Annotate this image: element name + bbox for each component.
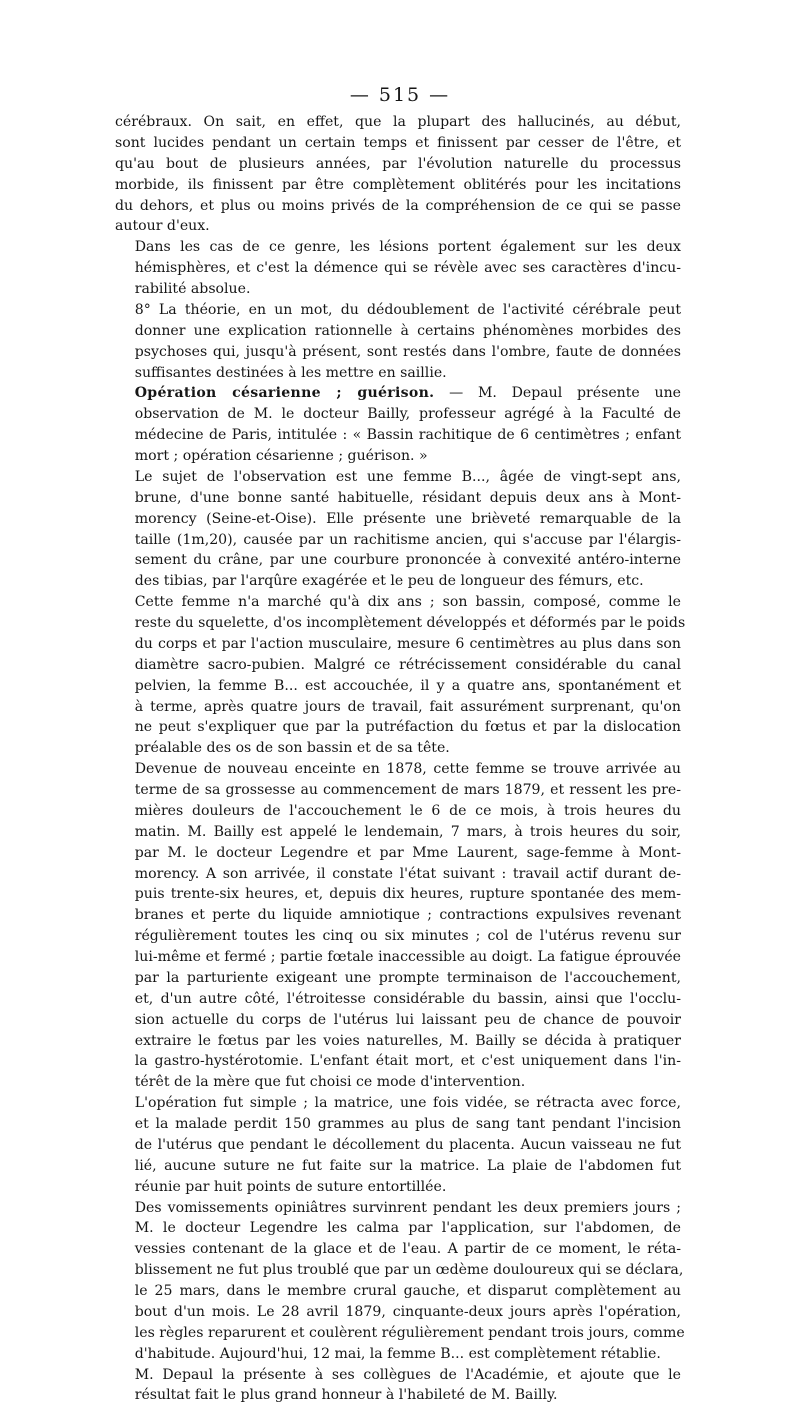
text-line: les règles reparurent et coulèrent régulièrement pendant trois jours, comme [115,1323,681,1344]
paragraph [115,1198,681,1365]
text-line: hémisphères, et c'est la démence qui se révèle avec ses caractères d'incu- [115,258,681,279]
text-line: morbide, ils finissent par être complètement oblitérés pour les incitations [115,175,681,196]
text-line: sont lucides pendant un certain temps et finissent par cesser de l'être, et [115,133,681,154]
paragraph [115,300,681,384]
text-line: morency. A son arrivée, il constate l'état suivant : travail actif durant de- [115,864,681,885]
text-line: L'opération fut simple ; la matrice, une fois vidée, se rétracta avec force, [115,1093,681,1114]
text-line: rabilité absolue. [115,279,681,300]
text-line: cérébraux. On sait, en effet, que la plupart des hallucinés, au début, [115,112,681,133]
text-line: pelvien, la femme B... est accouchée, il y a quatre ans, spontanément et [115,676,681,697]
text-line: térêt de la mère que fut choisi ce mode d'intervention. [115,1072,681,1093]
text-line: matin. M. Bailly est appelé le lendemain, 7 mars, à trois heures du soir, [115,822,681,843]
section-title: Opération césarienne ; guérison. [135,385,435,401]
text-line: des tibias, par l'arqûre exagérée et le peu de longueur des fémurs, etc. [115,571,681,592]
section-heading-line [115,383,681,404]
text-line: puis trente-six heures, et, depuis dix heures, rupture spontanée des mem- [115,884,681,905]
text-line: qu'au bout de plusieurs années, par l'évolution naturelle du processus [115,154,681,175]
text-line: terme de sa grossesse au commencement de mars 1879, et ressent les pre- [115,780,681,801]
text-line: et, d'un autre côté, l'étroitesse considérable du bassin, ainsi que l'occlu- [115,989,681,1010]
paragraph [115,383,681,467]
text-line: Le sujet de l'observation est une femme B..., âgée de vingt-sept ans, [115,467,681,488]
paragraph [115,112,681,237]
text-line: de l'utérus que pendant le décollement du placenta. Aucun vaisseau ne fut [115,1135,681,1156]
text-line: vessies contenant de la glace et de l'eau. A partir de ce moment, le réta- [115,1239,681,1260]
body-text [115,112,681,1406]
text-line: diamètre sacro-pubien. Malgré ce rétrécissement considérable du canal [115,655,681,676]
text-line: M. Depaul la présente à ses collègues de l'Académie, et ajoute que le [115,1365,681,1386]
paragraph [115,592,681,759]
text-line: Devenue de nouveau enceinte en 1878, cette femme se trouve arrivée au [115,759,681,780]
paragraph [115,759,681,1093]
text-line: régulièrement toutes les cinq ou six minutes ; col de l'utérus revenu sur [115,926,681,947]
text-line: lié, aucune suture ne fut faite sur la matrice. La plaie de l'abdomen fut [115,1156,681,1177]
text-line: morency (Seine-et-Oise). Elle présente une brièveté remarquable de la [115,509,681,530]
text-line: suffisantes destinées à les mettre en saillie. [115,363,681,384]
paragraph [115,237,681,300]
text-line: le 25 mars, dans le membre crural gauche, et disparut complètement au [115,1281,681,1302]
text-line: branes et perte du liquide amniotique ; contractions expulsives revenant [115,905,681,926]
text-line: par M. le docteur Legendre et par Mme Laurent, sage-femme à Mont- [115,843,681,864]
paragraph [115,1093,681,1197]
text-line: autour d'eux. [115,216,681,237]
page-number-header: — 515 — [0,84,800,106]
text-line: réunie par huit points de suture entortillée. [115,1177,681,1198]
text-line: donner une explication rationnelle à certains phénomènes morbides des [115,321,681,342]
section-title-rest: — M. Depaul présente une [434,385,681,401]
text-line: Des vomissements opiniâtres survinrent pendant les deux premiers jours ; [115,1198,681,1219]
text-line: observation de M. le docteur Bailly, professeur agrégé à la Faculté de [115,404,681,425]
text-line: préalable des os de son bassin et de sa tête. [115,738,681,759]
text-line: extraire le fœtus par les voies naturelles, M. Bailly se décida à pratiquer [115,1031,681,1052]
text-line: à terme, après quatre jours de travail, fait assurément surprenant, qu'on [115,697,681,718]
text-line: du dehors, et plus ou moins privés de la compréhension de ce qui se passe [115,196,681,217]
text-line: M. le docteur Legendre les calma par l'application, sur l'abdomen, de [115,1218,681,1239]
paragraph [115,467,681,592]
text-line: taille (1m,20), causée par un rachitisme ancien, qui s'accuse par l'élargis- [115,530,681,551]
text-line: Cette femme n'a marché qu'à dix ans ; son bassin, composé, comme le [115,592,681,613]
text-line: du corps et par l'action musculaire, mesure 6 centimètres au plus dans son [115,634,681,655]
text-line: ne peut s'expliquer que par la putréfaction du fœtus et par la dislocation [115,717,681,738]
text-line: 8° La théorie, en un mot, du dédoublement de l'activité cérébrale peut [115,300,681,321]
text-line: sement du crâne, par une courbure prononcée à convexité antéro-interne [115,550,681,571]
text-line: bout d'un mois. Le 28 avril 1879, cinquante-deux jours après l'opération, [115,1302,681,1323]
text-line: lui-même et fermé ; partie fœtale inaccessible au doigt. La fatigue éprouvée [115,947,681,968]
text-line: blissement ne fut plus troublé que par un œdème douloureux qui se déclara, [115,1260,681,1281]
text-line: mort ; opération césarienne ; guérison. » [115,446,681,467]
text-line: d'habitude. Aujourd'hui, 12 mai, la femme B... est complètement rétablie. [115,1344,681,1365]
text-line: sion actuelle du corps de l'utérus lui laissant peu de chance de pouvoir [115,1010,681,1031]
text-line: médecine de Paris, intitulée : « Bassin rachitique de 6 centimètres ; enfant [115,425,681,446]
text-line: résultat fait le plus grand honneur à l'habileté de M. Bailly. [115,1385,681,1406]
text-line: reste du squelette, d'os incomplètement développés et déformés par le poids [115,613,681,634]
text-line: psychoses qui, jusqu'à présent, sont restés dans l'ombre, faute de données [115,342,681,363]
paragraph [115,1365,681,1406]
text-line: mières douleurs de l'accouchement le 6 de ce mois, à trois heures du [115,801,681,822]
text-line: la gastro-hystérotomie. L'enfant était mort, et c'est uniquement dans l'in- [115,1051,681,1072]
text-line: par la parturiente exigeant une prompte terminaison de l'accouchement, [115,968,681,989]
text-line: Dans les cas de ce genre, les lésions portent également sur les deux [115,237,681,258]
text-line: et la malade perdit 150 grammes au plus de sang tant pendant l'incision [115,1114,681,1135]
text-line: brune, d'une bonne santé habituelle, résidant depuis deux ans à Mont- [115,488,681,509]
